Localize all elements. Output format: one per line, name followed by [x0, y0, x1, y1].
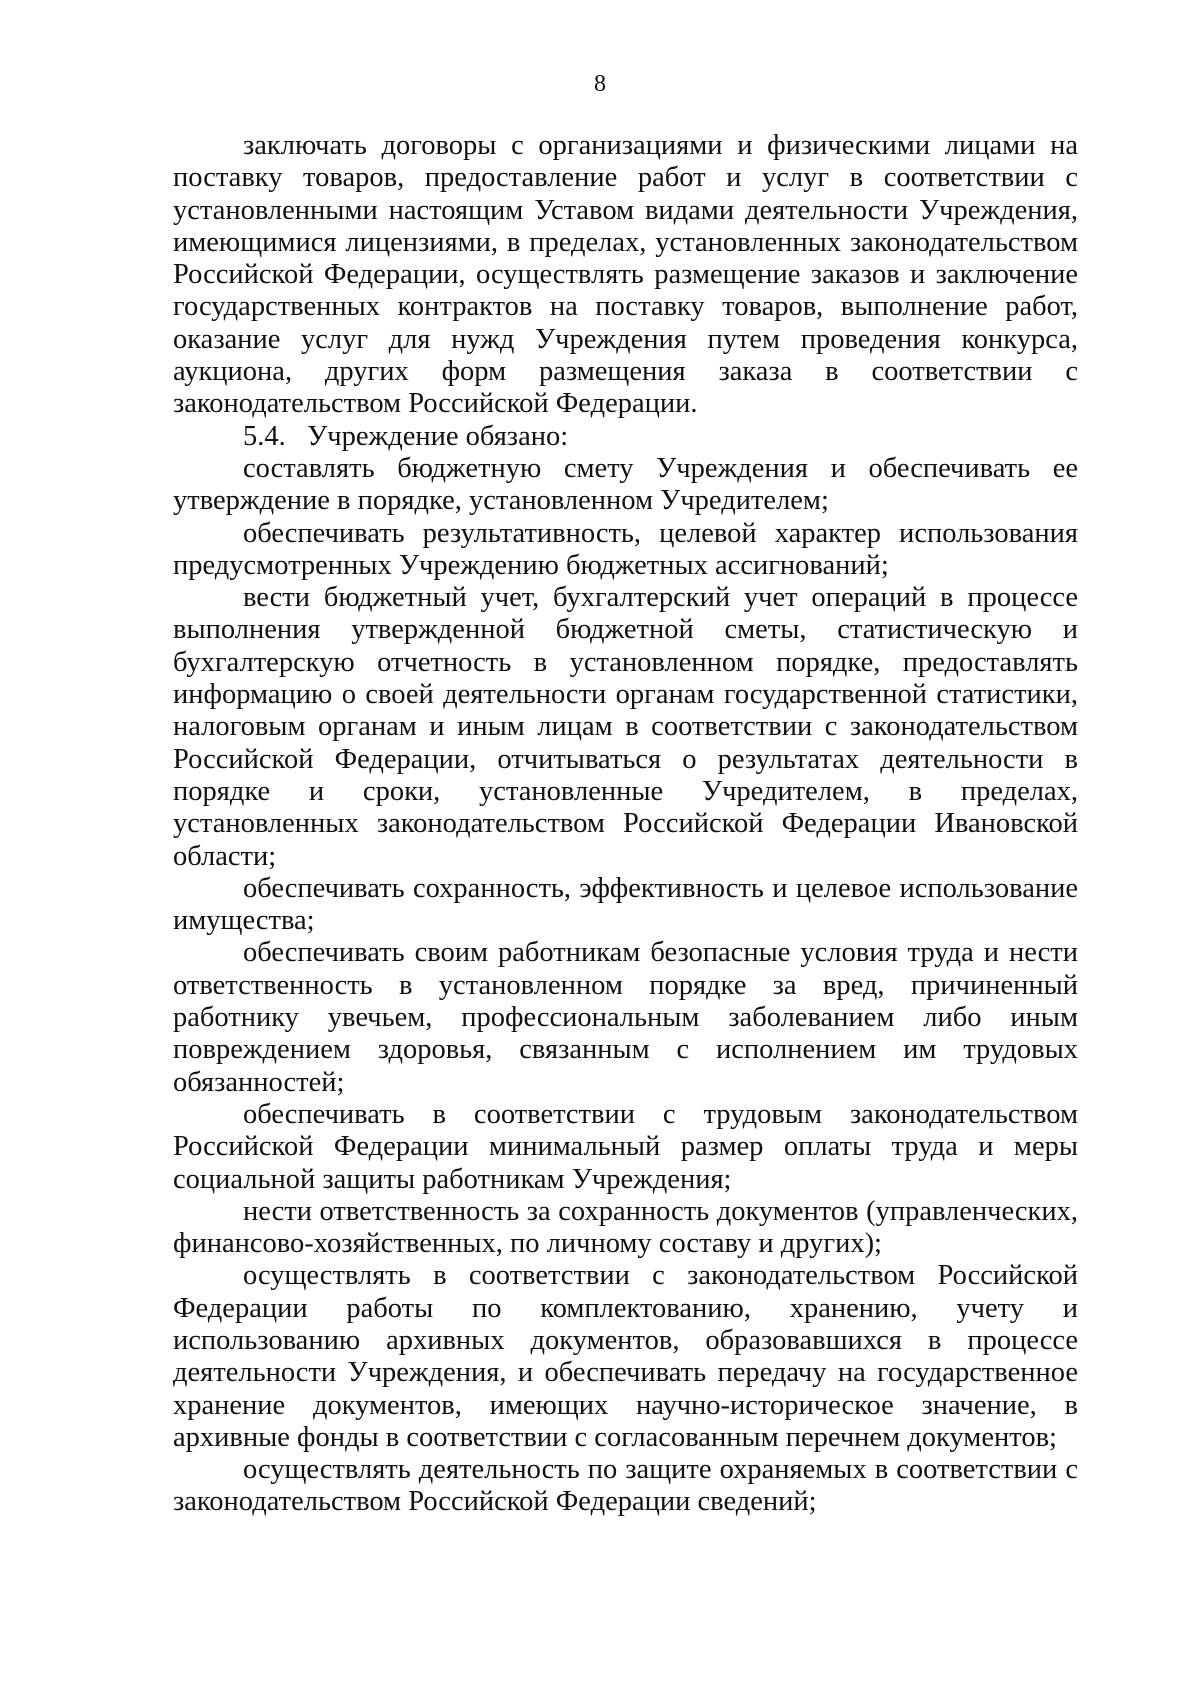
page-number: 8 — [594, 71, 606, 97]
paragraph-property-safety: обеспечивать сохранность, эффективность и целевое использование имущества; — [173, 872, 1078, 937]
paragraph-accounting: вести бюджетный учет, бухгалтерский учет операций в процессе выполнения утвержденной бюджетной сметы, статистическую и бухгалтерскую отчетность в установленном порядке, предоставлять информацию о своей деятельности органам государственной статистики, налоговым органам и иным лицам в соответствии с законодательством Российской Федерации, отчитываться о результатах деятельности в порядке и сроки, установленные Учредителем, в пределах, установленных законодательством Российской Федерации Ивановской области; — [173, 582, 1078, 872]
paragraph-labor-safety: обеспечивать своим работникам безопасные условия труда и нести ответственность в установленном порядке за вред, причиненный работнику увечьем, профессиональным заболеванием либо иным повреждением здоровья, связанным с исполнением им трудовых обязанностей; — [173, 937, 1078, 1098]
paragraph-data-protection: осуществлять деятельность по защите охраняемых в соответствии с законодательством Российской Федерации сведений; — [173, 1454, 1078, 1518]
paragraph-documents-responsibility: нести ответственность за сохранность документов (управленческих, финансово-хозяйственных, по личному составу и других); — [173, 1195, 1078, 1260]
paragraph-minimum-wage: обеспечивать в соответствии с трудовым законодательством Российской Федерации минимальный размер оплаты труда и меры социальной защиты работникам Учреждения; — [173, 1098, 1078, 1195]
paragraph-archives: осуществлять в соответствии с законодательством Российской Федерации работы по комплектованию, хранению, учету и использованию архивных документов, образовавшихся в процессе деятельности Учреждения, и обеспечивать передачу на государственное хранение документов, имеющих научно-историческое значение, в архивные фонды в соответствии с согласованным перечнем документов; — [173, 1260, 1078, 1453]
paragraph-contracts: заключать договоры с организациями и физическими лицами на поставку товаров, предоставление работ и услуг в соответствии с установленными настоящим Уставом видами деятельности Учреждения, имеющимися лицензиями, в пределах, установленных законодательством Российской Федерации, осуществлять размещение заказов и заключение государственных контрактов на поставку товаров, выполнение работ, оказание услуг для нужд Учреждения путем проведения конкурса, аукциона, других форм размещения заказа в соответствии с законодательством Российской Федерации. — [173, 130, 1078, 420]
section-heading-5-4: 5.4. Учреждение обязано: — [243, 420, 569, 452]
document-body — [173, 130, 1078, 1519]
paragraph-budget-estimate: составлять бюджетную смету Учреждения и обеспечивать ее утверждение в порядке, установленном Учредителем; — [173, 452, 1078, 517]
paragraph-budget-effectiveness: обеспечивать результативность, целевой характер использования предусмотренных Учреждению бюджетных ассигнований; — [173, 517, 1078, 581]
